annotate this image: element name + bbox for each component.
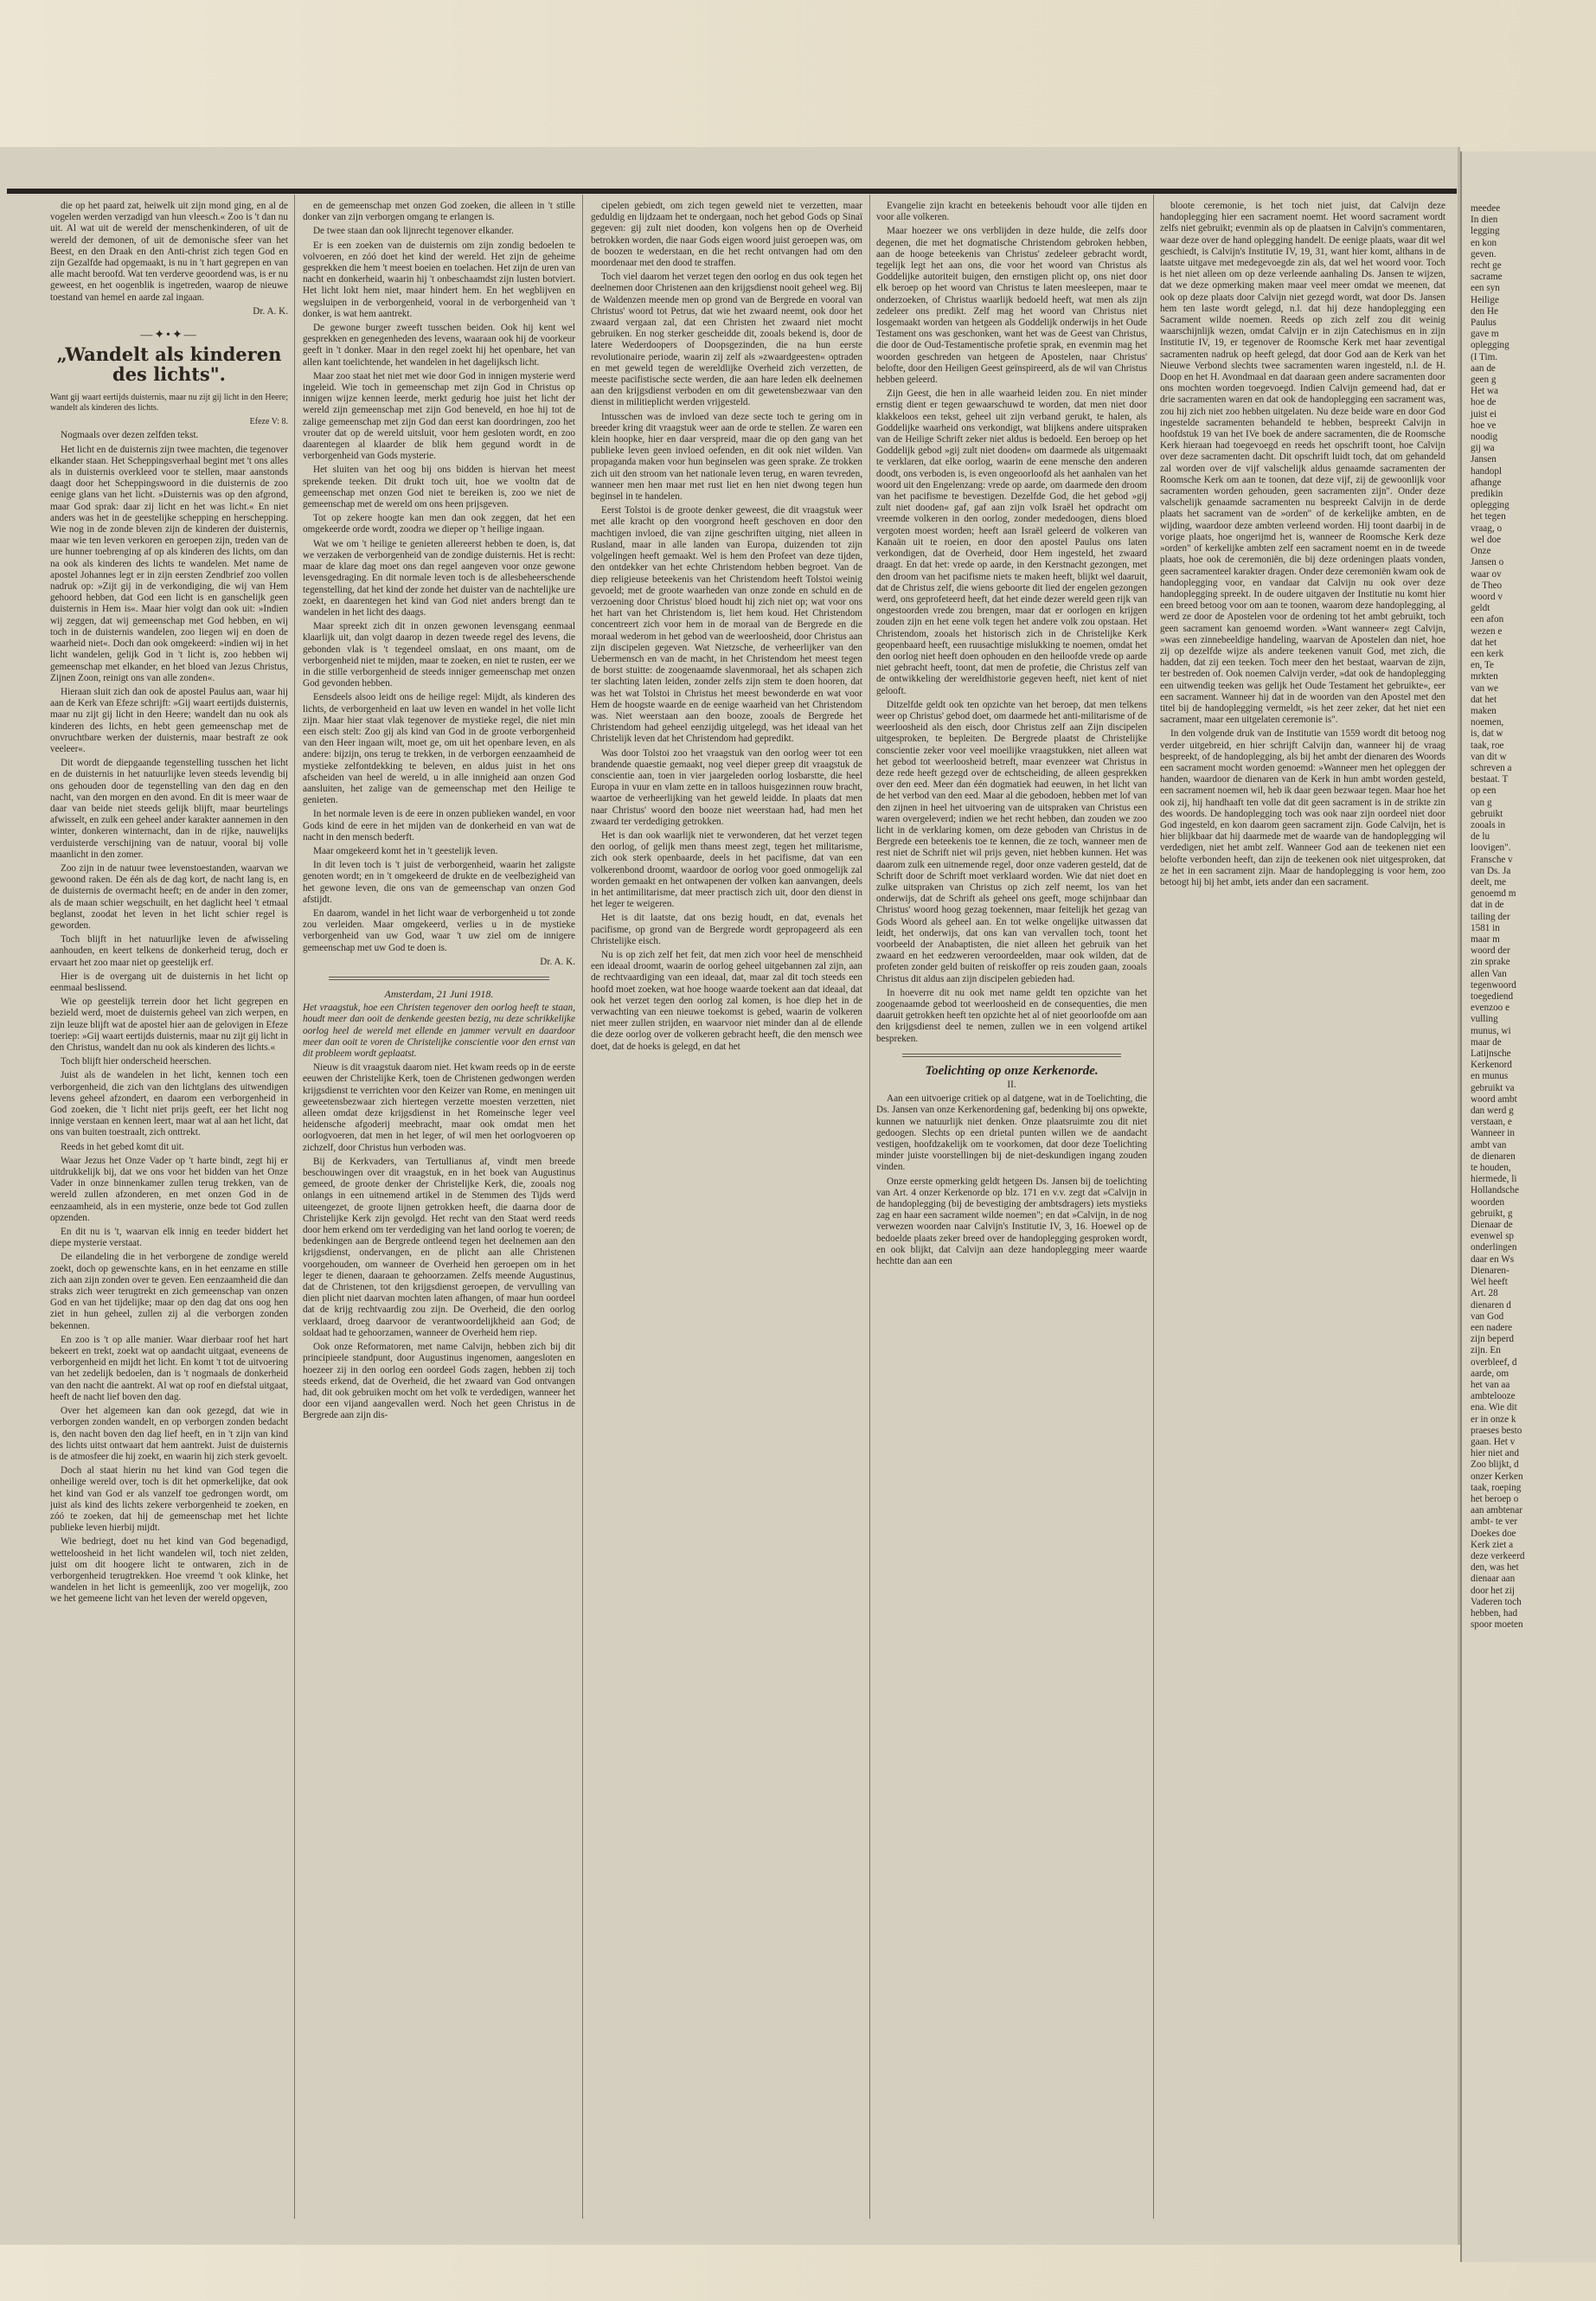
fragment-line: een nadere: [1471, 1322, 1513, 1333]
section-number: II.: [1007, 1080, 1016, 1091]
paragraph: Eerst Tolstoi is de groote denker geweest, die dit vraagstuk weer met alle kracht op den voorgrond heeft geschoven en door den machtigen invloed, die van zijne geschriften uitging, niet alleen in Rusland, maar in alle landen van Europa, duizenden tot zijn volgelingen heeft gemaakt. Wel is hem den Profeet van deze tijden, den ontdekker van het echte Christendom hebben begroet. Van de diep religieuse beteekenis van het Christendom heeft Tolstoi weinig gevoeld; met de groote waarheden van onze zonde en schuld en de verzoening door Christus' bloed houdt hij zich niet op; wat voor ons het hart van het Christendom is, liet hem koud. Het Christendom concentreert zich voor hem in de moraal van de Bergrede en die moraal wederom in het gebod van de weerloosheid, door Christus aan zijn discipelen gegeven. Wat Nietzsche, de verheerlijker van den Uebermensch en van de macht, in het Christendom het meest tegen de borst stuitte: de zoogenaamde slavenmoraal, het als schapen zich ter slachting laten leiden, zonder zelfs zijn stem te doen hooren, dat was het wat Tolstoi in Christus het meest bewonderde en wat voor Hem de hoogste waarde en de eenige waarheid van het Christendom was. Niet weerstaan aan den booze, zooals de Bergrede het Christendom had geheel eenzijdig uitgelegd, was het ideaal van het Christelijk leven dat het Christendom had gepredikt.: [591, 505, 862, 745]
paragraph: Onze eerste opmerking geldt hetgeen Ds. Jansen bij de toelichting van Art. 4 onzer Kerkenorde op blz. 171 en v.v. zegt dat »Calvijn in de handoplegging (bij de bevestiging der ambtsdragers) iets mystieks zag en haar een sacrament wilde noemen"; en dat »Calvijn, in de nog verwezen woorden naar Calvijn's Institutie IV, 3, 16. Hoewel op de bedoelde plaats zeker breed over de handoplegging gesproken wordt, en ook blijkt, dat Calvijn aan deze handoplegging meer waarde hechtte dan aan een: [876, 1176, 1147, 1267]
fragment-line: verstaan, e: [1471, 1117, 1512, 1128]
fragment-line: ambt- te ver: [1471, 1516, 1518, 1528]
fragment-line: Zoo blijkt, d: [1471, 1459, 1519, 1471]
fragment-line: zijn. En: [1471, 1345, 1501, 1356]
fragment-line: onderlingen: [1471, 1242, 1517, 1253]
fragment-line: oplegging: [1471, 340, 1509, 351]
fragment-line: van Ds. Ja: [1471, 865, 1511, 876]
fragment-line: taak, roe: [1471, 740, 1504, 751]
fragment-line: van dit w: [1471, 751, 1507, 762]
fragment-line: aarde, om: [1471, 1368, 1509, 1379]
fragment-line: maar de: [1471, 1036, 1502, 1048]
paragraph: Het sluiten van het oog bij ons bidden is hiervan het meest sprekende teeken. Dit drukt toch uit, hoe we vooltn dat de gemeenschap met onzen God niet te bereiken is, zoo we niet de gemeenschap met de wereld om ons heen prijsgeven.: [303, 465, 575, 510]
fragment-line: geldt: [1471, 603, 1490, 614]
fragment-line: en kon: [1471, 237, 1497, 248]
fragment-line: dienaar aan: [1471, 1574, 1516, 1585]
fragment-line: afhange: [1471, 477, 1502, 488]
paragraph: Toch blijft in het natuurlijke leven de afwisseling aanhouden, en keert telkens de donkerheid terug, doch er ervaart het zoo maar niet op geestelijk erf.: [50, 934, 288, 968]
fragment-line: dat het: [1471, 694, 1497, 705]
paragraph: bloote ceremonie, is het toch niet juist, dat Calvijn deze handoplegging hier een sacrament noemt. Het woord sacrament wordt zelfs niet gebruikt; evenmin als op de plaatsen in Calvijn's commentaren, waar deze over de hand oplegging handelt. De eenige plaats, waar dit wel geschiedt, is Calvijn's Institutie IV, 19, 31, want hier komt, althans in de laatste uitgave met medegevoegde zin als, dat wel het woord voor. Toch is het niet alleen om op deze verleende aanhaling Ds. Jansen te wijzen, dat we deze opmerking maken maar veel meer omdat we meenen, dat ook op deze plaats door Calvijn niet gezegd wordt, wat door Ds. Jansen hem ten laste wordt gelegd, n.l. dat hij deze handoplegging een Sacrament wilde noemen. Reeds op zich zelf zou dit weinig waarschijnlijk wezen, omdat Calvijn er in zijn Catechismus en in zijn Institutie IV, 19, er tegenover de Roomsche Kerk met haar zeventigal sacramenten nadruk op heeft gelegd, dat door God aan de Kerk van het Nieuwe Verbond slechts twee sacramenten waren ingesteld, n.l. de H. Doop en het H. Avondmaal en dat daaraan geen andere sacramenten door ons mochten worden toegevoegd. Indien Calvijn gemeend had, dat er drie sacramenten waren en dat ook de handoplegging een sacrament was, zou hij zich niet zoo hebben uitgelaten. Nu deze beide ware en door God ingestelde sacramenten behandeld te hebben, bespreekt Calvijn in hoofdstuk 19 van het IVe boek de andere sacramenten, die de Roomsche Kerk hieraan had toegevoegd en reeds het opschrift toont, hoe Calvijn over deze sacramenten dacht. Dit opschrift luidt toch, dat om gehandeld zal worden over de vijf valschelijk aldus genaamde sacramenten der Roomsche Kerk om aan te toonen, dat deze vijf, zij de gewoonlijk voor sacramenten worden gehouden, geen sacramenten zijn". Onder deze valschelijk genaamde sacramenten nu bespreekt Calvijn in de derde plaats het sacrament van de »orden" of de kerkelijke ambten, en de wijding, waardoor deze ambten verleend worden. Hij toont daarbij in de vorige plaats, hoe ongerijmd het is, wanneer de Roomsche Kerk deze »orden" of kerkelijke ambten zelf een sacrament noemt en in de tweede plaats, hoe ook de ceremoniën, die bij deze ordeningen plaats vonden, geen sacramenteel karakter dragen. Onder deze ceremoniën kwam ook de handoplegging voor, en vandaar dat Calvijn nu ook over deze handoplegging spreekt. In de oudere uitgaven der Institutie nu komt hier een breed betoog voor om aan te toonen, waarom deze handoplegging, al werd ze door de Apostelen voor de ordening tot het ambt gebruikt, toch geen sacrament kan genoemd worden. »Want wanneer« zegt Calvijn, »was een zinnebeeldige handeling, waarvan de Apostelen dan niet, hoe zij op dezelfde wijze als andere teekenen vanuit God, met zich, die hadden, dat zij een teeken. Toch meer den het bestaat, waarvan de zijn, ter bestreden of. Ook noemen Calvijn verder, »dat ook de handoplegging een uitwendig teeken was gelijk het Oude Testament het gebruikte«, eer een sacrament. Wanneer hij dat in de woorden van den Apostel met den titel bij de handoplegging vermeldt, »is het zeer zeker, dat het niet een sacrament, maar een uitgelaten ceremonie is".: [1160, 201, 1445, 726]
column-2: [303, 201, 575, 2225]
fragment-line: toegediend: [1471, 991, 1514, 1003]
fragment-line: de lu: [1471, 831, 1490, 843]
fragment-line: Onze: [1471, 546, 1491, 557]
paragraph: De twee staan dan ook lijnrecht tegenover elkander.: [313, 226, 514, 237]
fragment-line: In dien: [1471, 215, 1498, 226]
fragment-line: Wel heeft: [1471, 1277, 1508, 1288]
fragment-line: gaan. Het v: [1471, 1436, 1516, 1447]
fragment-line: en, Te: [1471, 660, 1494, 671]
fragment-line: maar m: [1471, 934, 1500, 945]
fragment-line: geen g: [1471, 375, 1497, 386]
fragment-line: door het zij: [1471, 1585, 1515, 1596]
fragment-line: spoor moeten: [1471, 1619, 1523, 1631]
author-signature: Dr. A. K.: [253, 305, 288, 317]
fragment-line: noodig: [1471, 432, 1498, 443]
paragraph: cipelen gebiedt, om zich tegen geweld niet te verzetten, maar geduldig en lijdzaam het te ondergaan, noch het gebod Gods op Sinaï gegeven: gij zult niet dooden, kon volgens hen op de Overheid betrokken worden, die naar Gods eigen woord juist geroepen was, om de boozen te wederstaan, en die het recht ontvangen had om den moordenaar met den dood te straffen.: [591, 201, 862, 269]
paragraph: Doch al staat hierin nu het kind van God tegen die onheilige wereld over, toch is dit het opmerkelijke, dat ook het kind van God er als vanzelf toe gedrongen wordt, om juist als kind des lichts zekere verborgenheid te zoeken, en zóó te zoeken, dat hij de gemeenschap met het lichte publieke leven hierbij mijdt.: [50, 1465, 288, 1534]
fragment-line: daar en Ws: [1471, 1253, 1515, 1265]
fragment-line: allen Van: [1471, 968, 1507, 979]
fragment-line: handopl: [1471, 465, 1503, 477]
ornament: —✦•✦—: [140, 329, 198, 343]
paragraph: Aan een uitvoerige critiek op al datgene, wat in de Toelichting, die Ds. Jansen van onze Kerkenordening gaf, bedenking bij ons opwekte, kunnen we natuurlijk niet denken. Onze plaatsruimte zou dit niet gedoogen. Slechts op een drietal punten willen we de aandacht vestigen, hoofdzakelijk om te voorkomen, dat door deze Toelichting minder juiste voorstellingen bij de niet-deskundigen ingang zouden vinden.: [876, 1093, 1147, 1173]
paragraph: Hieraan sluit zich dan ook de apostel Paulus aan, waar hij aan de Kerk van Efeze schrijft: »Gij waart eertijds duisternis, maar nu zijt gij licht in den Heere; wandelt dan nu ook als kinderen des lichts, en hebt geen gemeenschap met de onvruchtbare werken der duisternis, maar bestraft ze ook veeleer«.: [50, 686, 288, 754]
fragment-line: legging: [1471, 226, 1500, 237]
fragment-line: hier niet and: [1471, 1448, 1519, 1459]
article-divider: [329, 977, 549, 980]
fragment-line: hoe ve: [1471, 420, 1497, 431]
column-1: [50, 201, 288, 2225]
fragment-line: (I Tim.: [1471, 351, 1498, 362]
fragment-line: gave m: [1471, 329, 1499, 340]
fragment-line: het tegen: [1471, 511, 1506, 522]
fragment-line: schreven a: [1471, 762, 1512, 773]
paragraph: Maar spreekt zich dit in onzen gewonen levensgang eenmaal klaarlijk uit, dan volgt daarop in dezen tweede regel des levens, die gebonden vlak is 't tegendeel omslaat, en ons maant, om de verborgenheid niet te mijden, maar te zoeken, en niet te rusten, eer we in die stille verborgenheid de steeds inniger gemeenschap met onzen God gevonden hebben.: [303, 621, 575, 689]
dateline: Amsterdam, 21 Juni 1918.: [384, 988, 494, 1000]
paragraph: In hoeverre dit nu ook met name geldt ten opzichte van het zoogenaamde gebod tot weerloosheid en de consequenties, die men daaruit getrokken heeft ten opzichte het al of niet geoorloofde om aan den krijgsdienst deel te nemen, zullen we in een volgend artikel bespreken.: [876, 987, 1147, 1044]
paragraph: Hier is de overgang uit de duisternis in het licht op eenmaal beslissend.: [50, 971, 288, 993]
paragraph: Evangelie zijn kracht en beteekenis behoudt voor alle tijden en voor alle volkeren.: [876, 201, 1147, 223]
paragraph: Intusschen was de invloed van deze secte toch te gering om in breeder kring dit vraagstuk weer aan de orde te stellen. Ze waren een klein hoopke, hier en daar verspreid, maar die op den gang van het publieke leven geen invloed oefenden, en dit ook niet wilden. Van propaganda maken voor hun beginselen was geen sprake. Ze trokken zich uit den stroom van het nationale leven terug, en waren tevreden, wanneer men hen maar met rust liet en hen niet dwong tegen hun beginsel in te handelen.: [591, 411, 862, 503]
paragraph: De gewone burger zweeft tusschen beiden. Ook hij kent wel gesprekken en genegenheden des levens, waaraan ook hij de voorkeur geeft in 't donker. Maar in den regel zoekt hij het openbare, het van allen kant toelichtende, het wandelen in het dagelijksch licht.: [303, 323, 575, 368]
article-title: „Wandelt als kinderen des lichts".: [56, 343, 282, 386]
paragraph: Wie bedriegt, doet nu het kind van God begenadigd, wetteloosheid in het licht wandelen wil, toch niet zelden, juist om dit hoogere licht te ontwaren, zich in de verborgenheid terugtrekken. Hoe vreemd 't ook klinke, het wandelen in het licht is gemeenlijk, zoo ver mogelijk, zoo we het gemeene licht van het leven der wereld opgeven,: [50, 1536, 288, 1605]
fragment-line: taak, roeping: [1471, 1482, 1522, 1493]
paragraph: Dit wordt de diepgaande tegenstelling tusschen het licht en de duisternis in het natuurlijke leven steeds levendig bij ons gehouden door de tegenstelling van den dag en den nacht, van den morgen en den avond. En dit is meer waar de daar van beide niet steeds gelijk blijft, maar beurtelings afwisselt, en zulk een geheel ander karakter aannemen in den winter, donkeren winternacht, dan in de rijke, nauwelijks verduisterde verschijning van de natuur, vooral bij volle maanlicht in den zomer.: [50, 758, 288, 860]
fragment-line: wezen e: [1471, 625, 1503, 637]
fragment-line: dat het: [1471, 637, 1497, 648]
fragment-line: Wanneer in: [1471, 1128, 1515, 1139]
fragment-line: is, dat w: [1471, 728, 1503, 740]
fragment-line: hebben, had: [1471, 1607, 1518, 1618]
fragment-line: 1581 in: [1471, 922, 1500, 933]
paragraph: Het is dit laatste, dat ons bezig houdt, en dat, evenals het pacifisme, op grond van de Bergrede wordt gepropageerd als een Christelijke eisch.: [591, 913, 862, 946]
paragraph: Bij de Kerkvaders, van Tertullianus af, vindt men breede beschouwingen over dit vraagstuk, en in het boek van Augustinus gemeed, de groote denker der Christelijke Kerk, die, zooals nog onlangs in een uitnemend artikel in de Stemmen des Tijds werd uiteengezet, de groote lijnen getrokken heeft, die daarna door de Christelijke Kerk zijn gevolgd. Het recht van den Staat werd reeds door hem erkend om ter verdediging van het land oorlog te voeren; de bedenkingen aan de Bergrede ontleend tegen het deelnemen aan den krijgsdienst, ondervangen, en de plicht aan alle Christenen voorgehouden, om wanneer de Overheid hen geroepen om in het leger te dienen, daaraan te gehoorzamen. Zelfs meende Augustinus, dat de Christenen, tot den krijgsdienst geroepen, de vervulling van dien plicht niet daarvan mochten laten afhangen, of maar hun oordeel dat de krijg rechtvaardig zou zijn. De Overheid, die den oorlog verklaard, droeg daarvoor de verantwoordelijkheid aan God; de soldaat had te gehoorzamen, wanneer de Overheid hem riep.: [303, 1156, 575, 1338]
fragment-line: onzer Kerken: [1471, 1471, 1523, 1482]
fragment-line: tailing der: [1471, 911, 1510, 922]
fragment-line: Jansen: [1471, 454, 1497, 465]
article-divider: [902, 1054, 1121, 1057]
fragment-line: zooals in: [1471, 819, 1506, 830]
paragraph: In het normale leven is de eere in onzen publieken wandel, en voor Gods kind de eere in het mijden van de donkerheid en van wat de nacht in den mensch bederft.: [303, 809, 575, 843]
paragraph: Maar hoezeer we ons verblijden in deze hulde, die zelfs door degenen, die met het dogmatische Christendom gebroken hebben, aan de hooge beteekenis van Christus' zedeleer gebracht wordt, tegelijk legt het aan ons, die voor het woord van Christus als Goddelijke autoriteit buigen, den ernstigen plicht op, ons niet door elk beroep op het woord van Christus te laten meesleepen, maar te onderzoeken, of Christus waarlijk bedoeld heeft, wat men als zijn zedeleer ons predikt. Zelf mag het woord van Christus niet losgemaakt worden van hetgeen als Goddelijk onderwijs in het Oude Testament ons was geschonken, want het was de Geest van Christus, die door de Oud-Testamentische profetie sprak, en evenmin mag het woorden geschreden van hetgeen de Apostelen, naar Christus' belofte, door den Heiligen Geest geïnspireerd, als de wil van Christus hebben geleerd.: [876, 226, 1147, 386]
fragment-line: munus, wi: [1471, 1025, 1511, 1036]
paragraph: Was door Tolstoi zoo het vraagstuk van den oorlog weer tot een brandende quaestie gemaakt, nog veel dieper greep dit vraagstuk de conscientie aan, toen in vier jaargeleden oorlog losbarstte, die heel Europa in vuur en vlam zette en in talloos huisgezinnen rouw bracht, waartoe de verheerlijking van het geweld leidde. In plaats dat men naar Christus' woord den booze niet weerstaan had, had men het zwaard ter verdediging getrokken.: [591, 747, 862, 827]
fragment-line: deelt, me: [1471, 876, 1507, 888]
fragment-line: bestaat. T: [1471, 774, 1509, 785]
fragment-line: wel doe: [1471, 534, 1502, 545]
fragment-line: waar ov: [1471, 568, 1502, 580]
fragment-line: van g: [1471, 797, 1492, 808]
column-3: [591, 201, 862, 2225]
fragment-line: Doekes doe: [1471, 1528, 1516, 1539]
paragraph: In den volgende druk van de Institutie van 1559 wordt dit betoog nog verder uitgebreid, en hier schrijft Calvijn dan, wanneer hij de vraag bespreekt, of de handoplegging, als bij het ambt der dienaren des Woords een sacrament mocht worden genoemd: »Wanneer men het opleggen der handen, waardoor de dienaren van de Kerk in hun ambt worden gesteld, een sacrament noemen wil, heb ik daar geen bezwaar tegen. Maar hoe het ook zij, hij handhaaft ten volle dat dit geen sacrament is in de strikte zin des woords. De handoplegging toch was ook naar zijn oordeel niet door God ingesteld, en kon daarom geen sacrament zijn. Gode Calvijn, het is hier blijkbaar dat hij daarmede met de waarde van de handoplegging wil verdedigen, niet het ambt zelf. Wanneer God aan de teekenen niet een belofte verbonden heeft, dan zijn de teekenen ook niet uitgesproken, dat ze het in een sacrament zijn. Maar de handoplegging is voor hem, zoo betoogt hij bij het ambt, iets ander dan een sacrament.: [1160, 728, 1445, 888]
fragment-line: Dienaar de: [1471, 1220, 1513, 1231]
fragment-line: ena. Wie dit: [1471, 1402, 1517, 1413]
fragment-line: evenzoo e: [1471, 1003, 1510, 1014]
fragment-line: aan de: [1471, 362, 1496, 374]
fragment-line: op een: [1471, 785, 1497, 797]
fragment-line: woord v: [1471, 591, 1503, 602]
paragraph: Tot op zekere hoogte kan men dan ook zeggen, dat het een omgekeerde orde wordt, zoodra we dieper op 't heilige ingaan.: [303, 513, 575, 535]
fragment-line: gebruikt: [1471, 808, 1503, 819]
paragraph: Waar Jezus het Onze Vader op 't harte bindt, zegt hij er uitdrukkelijk bij, dat we ons voor het bidden van het Onze Vader in onze binnenkamer zullen terug trekken, van de wereld zullen afzonderen, en met onzen God in de eenzaamheid, als in een mysterie, onze bede tot God zullen opzenden.: [50, 1155, 288, 1223]
column-5: [1160, 201, 1445, 2225]
fragment-line: aan ambtenar: [1471, 1505, 1522, 1516]
fragment-line: genoemd m: [1471, 888, 1516, 900]
fragment-line: ambtelooze: [1471, 1391, 1516, 1402]
column-separator: [294, 195, 295, 2219]
fragment-line: juist ei: [1471, 408, 1497, 420]
fragment-line: te houden,: [1471, 1163, 1511, 1174]
paragraph: Er is een zoeken van de duisternis om zijn zondig bedoelen te volvoeren, en zóó doet het kind der wereld. Het zijn de geheime gesprekken die hem 't meest boeien en toelachen. Het zijn de uren van nacht en donkerheid, waarin hij 't onbeschaamdst zijn lusten botviert. Het licht lokt hem niet, maar hindert hem. En het wegblijven en wegsluipen in de verborgenheid, vooral in de verborgenheid van 't donker, is wat hem aantrekt.: [303, 240, 575, 319]
fragment-line: dat in de: [1471, 900, 1504, 911]
fragment-line: maken: [1471, 705, 1497, 716]
fragment-line: overbleef, d: [1471, 1356, 1517, 1368]
fragment-line: zijn beperd: [1471, 1334, 1515, 1345]
fragment-line: Latijnsche: [1471, 1048, 1511, 1060]
fragment-line: predikin: [1471, 489, 1503, 500]
fragment-line: een kerk: [1471, 648, 1504, 659]
fragment-line: de dienaren: [1471, 1150, 1516, 1162]
fragment-line: noemen,: [1471, 717, 1504, 728]
fragment-line: Jansen o: [1471, 557, 1504, 568]
paragraph: Nogmaals over dezen zelfden tekst.: [61, 430, 199, 441]
fragment-line: ambt van: [1471, 1139, 1507, 1150]
fragment-line: zin sprake: [1471, 957, 1510, 968]
paragraph: die op het paard zat, heiwelk uit zijn mond ging, en al de vogelen werden verzadigd van hun vleesch.« Zoo is 't dan nu uit. Al wat uit de wereld der menschenkinderen, of uit de wereld der demonen, of uit de demonische sfeer van het Beest, en den Draak en den Anti-christ zich tegen God en zijn Gezalfde had opgemaakt, is nu in 't hart gegrepen en van alle macht beroofd. Wat ten verderve geoordend was, is er nu geweest, en het oogenblik is ingetreden, waarop de nieuwe toestand van hemel en aarde zal ingaan.: [50, 201, 288, 303]
top-rule: [7, 189, 1457, 194]
paragraph: En daarom, wandel in het licht waar de verborgenheid u tot zonde zou verleiden. Maar omgekeerd, verlies u in de mystieke verborgenheid van uw God, waar 't uw ziel om de innigere gemeenschap met uw God te doen is.: [303, 907, 575, 953]
paragraph: De eilandeling die in het verborgene de zondige wereld zoekt, doch op gewenschte kans, en in het eenzame en stille zich aan zijn zonden over te geven. Een eenzaamheid die dan straks zich weer terugtrekt en zich gemeenschap van onzen God en van het tijdelijke; maar op den dag dat ons oog hen ziet in hun geheel, zullen zij al die verborgen zonden bekennen.: [50, 1252, 288, 1331]
fragment-line: den, was het: [1471, 1562, 1519, 1574]
fragment-line: gebruikt, g: [1471, 1208, 1513, 1219]
column-separator: [1153, 195, 1154, 2219]
paragraph: En dit nu is 't, waarvan elk innig en teeder biddert het diepe mysterie verstaat.: [50, 1227, 288, 1249]
fragment-line: mrkten: [1471, 671, 1498, 683]
paragraph: Toch viel daarom het verzet tegen den oorlog en dus ook tegen het deelnemen door Christenen aan den krijgsdienst nooit geheel weg. Bij de Waldenzen meende men op grond van de Bergrede en vooral van Christus' woord tot Petrus, dat wie het zwaard neemt, ook door het zwaard vergaan zal, dat een Christen het zwaard niet mocht gebruiken. En nog sterker gescheidde dit, zooals bekend is, door de latere Wederdoopers of Doopsgezinden, die na hun eerste revolutionaire periode, waarin zij zelf als »zwaardgeesten« optraden en met geweld tegen de wereldlijke Overheid zich verzetten, de meeste pacifistische secte werden, die aan hare leden elk deelnemen aan den krijgsdienst verboden en om dit gewetensbezwaar van den dienst in militieplicht werden vrijgesteld.: [591, 272, 862, 408]
fragment-line: evenwel sp: [1471, 1231, 1515, 1242]
paragraph: Wat we om 't heilige te genieten allereerst hebben te doen, is, dat we verzaken de verborgenheid van de zondige duisternis. Het is recht: maar de klare dag moet ons dan regel aangeven voor onze gewone levensgedraging. En dit normale leven toch is de allesbeheerschende tegenstelling, dat het kind der zonde het duister van de nachtelijke ure zoekt, en daarentegen het kind van God niet anders brengt dan te wandelen in het licht des daags.: [303, 538, 575, 618]
fragment-line: van God: [1471, 1311, 1504, 1322]
paragraph: Nu is op zich zelf het feit, dat men zich voor heel de menschheid een ideaal droomt, waarin de oorlog geheel uitgebannen zal zijn, aan de rechtvaardiging van een ideaal, dat, maar zal dit toch steeds een hoofd moet zoeken, wat hoe hooge waarde toekent aan dat ideaal, dat ook het verzet tegen den oorlog zal komen, is hoe diep het in de verwachting van een nieuwe toekomst is gebed, waarin de volkeren niet meer zullen strijden, en waarvoor niet minder dan al de ellende die deze oorlog over de volkeren gebracht heeft, die den mensch wee doet, dat de hoeks is gelegd, en dat het: [591, 950, 862, 1052]
fragment-line: gebruikt va: [1471, 1082, 1515, 1093]
fragment-line: vraag, o: [1471, 522, 1503, 534]
fragment-line: er in onze k: [1471, 1413, 1516, 1425]
fragment-line: loovigen".: [1471, 843, 1511, 854]
verse-reference: Efeze V: 8.: [249, 417, 288, 427]
fragment-line: woord der: [1471, 945, 1510, 957]
paragraph: en de gemeenschap met onzen God zoeken, die alleen in 't stille donker van zijn verborgen omgang te erlangen is.: [303, 201, 575, 223]
fragment-line: een syn: [1471, 283, 1500, 294]
paragraph: En zoo is 't op alle manier. Waar dierbaar roof het hart bekeert en trekt, zoekt wat op aandacht uitgaat, eveneens de verborgenheid en mijdt het licht. En komt 't tot de uitvoering van het zedelijk bedoelen, dan is 't nogmaals de donkerheid van den nacht die aantrekt. Al wat op roof en diefstal uitgaat, heeft de nacht lief boven den dag.: [50, 1334, 288, 1402]
next-page-fragments: [1471, 203, 1587, 1631]
fragment-line: oplegging: [1471, 500, 1509, 511]
fragment-line: tegenwoord: [1471, 979, 1516, 990]
fragment-line: Het wa: [1471, 386, 1498, 397]
fragment-line: een afon: [1471, 614, 1504, 625]
fragment-line: de Theo: [1471, 580, 1503, 591]
fragment-line: Fransche v: [1471, 854, 1513, 865]
fragment-line: het beroep o: [1471, 1493, 1519, 1504]
author-signature: Dr. A. K.: [540, 956, 575, 967]
paragraph: Wie op geestelijk terrein door het licht gegrepen en bezield werd, moet de duisternis geheel van zich werpen, en zijn leuze blijft wat de apostel hier aan de gelovigen in Efeze toeriep: »Gij waart eertijds duisternis, maar nu zijt gij licht in den Christus, wandelt dan nu ook als kinderen des lichts.«: [50, 997, 288, 1053]
paragraph: Nieuw is dit vraagstuk daarom niet. Het kwam reeds op in de eerste eeuwen der Christelijke Kerk, toen de Christenen gedwongen werden krijgsdienst te verrichten voor den Keizer van Rome, en meningen uit geweetensbezwaar zich hiertegen verzette moesten verzetten, niet alleen omdat deze krijgsdienst in het Romeinsche leger veel heidensche afgoderij meebracht, maar ook omdat men het oorlogvoeren, dat men in het leger, of wil men het oorlogvoeren op zichzelf, door Christus hun verboden was.: [303, 1062, 575, 1153]
fragment-line: praeses besto: [1471, 1425, 1522, 1436]
fragment-line: sacrame: [1471, 272, 1503, 283]
fragment-line: en munus: [1471, 1071, 1509, 1082]
paragraph: Zoo zijn in de natuur twee levenstoestanden, waarvan we gewoond raken. De één als de dag kort, de nacht lang is, en de duisternis de overmacht heeft; en de ander in den zomer, als de maan schier wegschuilt, en het daglicht heel 't etmaal beglanst, zoodat het leven in het licht schier regel is geworden.: [50, 862, 288, 931]
paragraph: Het is dan ook waarlijk niet te verwonderen, dat het verzet tegen den oorlog, of gelijk men thans meest zegt, tegen het militarisme, zich ook sterk openbaarde, deels in het pacifisme, dat van een volkerenbond droomt, waardoor de oorlog voor goed onmogelijk zal worden gemaakt en het ontwapenen der volken kan aanvangen, deels in het antimilitarisme, dat meer practisch zich uit, door den dienst in het leger te weigeren.: [591, 830, 862, 910]
paragraph: Het licht en de duisternis zijn twee machten, die tegenover elkander staan. Het Scheppingsverhaal begint met 't ons alles als in duisternis overkleed voor te stellen, maar aanstonds daagt door het Scheppingswoord in die duisternis de zoo eenige glans van het licht. »Duisternis was op den afgrond, maar God sprak: daar zij licht en het was licht.« En niet anders was het in de geestelijke schepping en herschepping. Wie nog in de zonde bleven zijn de kinderen der duisternis, maar wie ten leven verkoren en geroepen zijn, treden van de ure hunner toebrenging af op als kinderen des lichts, om dan na ook als kinderen des lichts te wandelen. Met name de apostel Johannes legt er in zijn eersten Zendbrief zoo vollen nadruk op: »Zijt gij in de verkondiging, die wij van Hem gehoord hebben, dat God een licht is en ganschelijk geen duisternis in Hem is«. Maar hier volgt dan ook uit: »Indien wij zeggen, dat wij gemeenschap met God hebben, en wij toch in de duisternis wandelen, zoo liegen wij en doen de waarheid niet«. Doch dan ook omgekeerd: »indien wij in het licht wandelen, gelijk God in 't licht is, zoo hebben wij gemeenschap met elkander, en het bloed van Jezus Christus, Zijnen Zoon, reinigt ons van alle zonden«.: [50, 444, 288, 683]
paragraph: Over het algemeen kan dan ook gezegd, dat wie in verborgen zonden wandelt, en op verborgen zonden bedacht is, den nacht boven den dag lief heeft, en in 't zijn van kind des lichts uitst ontwaart dat hem aantrekt. Juist de duisternis is de atmosfeer die hij zoekt, en waarin hij zich sterk gevoelt.: [50, 1406, 288, 1462]
fragment-line: Vaderen toch: [1471, 1596, 1522, 1607]
fragment-line: woorden: [1471, 1196, 1505, 1208]
paragraph: Maar zoo staat het niet met wie door God in innigen mysterie werd ingeleid. Wie toch in gemeenschap met zijn God in Christus op innigen wijze kennen leerde, merkt gedurig hoe juist het licht der wereld zijn gemeenschap met zijn God beneveld, en hoe hij tot de zalige gemeenschap met zijn God dan eerst kan doordringen, zoo het vrouter dat op de wereld uitsluit, voor hem gesloten wordt, en zoo daarentegen al klaarder de blik hem gegund wordt in de verborgenheid van Gods mysterie.: [303, 370, 575, 462]
paragraph: Reeds in het gebed komt dit uit.: [61, 1141, 184, 1152]
fragment-line: geven.: [1471, 248, 1497, 260]
lead-paragraph: Het vraagstuk, hoe een Christen tegenover den oorlog heeft te staan, houdt meer dan ooit de denkende geesten bezig, nu deze schrikkelijke oorlog heel de wereld met ellende en jammer vervult en daardoor meer dan ooit te voren de Christelijke conscientie voor den ernst van dit probleem wordt geplaatst.: [303, 1003, 575, 1060]
column-separator: [869, 195, 870, 2219]
bible-verse: Want gij waart eertijds duisternis, maar nu zijt gij licht in den Heere; wandelt als kinderen des lichts.: [50, 393, 288, 413]
fragment-line: recht ge: [1471, 260, 1502, 272]
fragment-line: Heilige: [1471, 294, 1499, 305]
paragraph: Maar omgekeerd komt het in 't geestelijk leven.: [313, 845, 498, 856]
fragment-line: Dienaren-: [1471, 1265, 1509, 1276]
paragraph: Eensdeels alsoo leidt ons de heilige regel: Mijdt, als kinderen des lichts, de verborgenheid en laat uw leven en wandel in het volle licht zijn. Maar hier staat vlak tegenover de mystieke regel, die niet min een eisch stelt: Zoo gij als kind van God in de groote verborgenheid van den Heer ingaan wilt, moet ge, om uit het openbare leven, en als andere: bijzijn, ons terug te trekken, in de verborgen eenzaamheid de mystieke zelfontdekking te beleven, en aldus juist in het ons afscheiden van heel de wereld, u in alle innigheid aan onzen God aansluiten, het zalige van de gemeenschap met den Heilige te genieten.: [303, 692, 575, 806]
fragment-line: vulling: [1471, 1014, 1498, 1025]
fragment-line: hoe de: [1471, 397, 1497, 408]
fragment-line: meedee: [1471, 203, 1501, 214]
fragment-line: woord ambt: [1471, 1093, 1517, 1105]
fragment-line: het van aa: [1471, 1379, 1510, 1390]
fragment-line: gij wa: [1471, 443, 1495, 454]
fragment-line: van we: [1471, 683, 1498, 694]
fragment-line: Paulus: [1471, 317, 1497, 329]
section-heading: Toelichting op onze Kerkenorde.: [925, 1063, 1099, 1078]
paragraph: Ditzelfde geldt ook ten opzichte van het beroep, dat men telkens weer op Christus' gebod doet, om daarmede het anti-militarisme of de weerloosheid als den eisch, door Christus zelf aan Zijn discipelen uitgesproken, te bepleiten. De Bergrede plaatst de Christelijke conscientie zeker voor veel moeilijke vraagstukken, niet alleen wat het gebod tot weerloosheid betreft, maar evenzeer wat Christus in deze rede heeft gezegd over de echtscheiding, de alleen gesprekken over den eed. Meer dan één dogmatiek had eeuwen, in het licht van de het verbod van den eed. Maar al die gebodoen, hebben met lof van den zijnen in heel het uitvoering van de uitspraken van Christus een waren overgeleverd; indien we het recht hebben, dan zouden we zoo licht in de verklaring komen, om deze geboden van Christus in de Bergrede een beteekenis toe te kennen, die ze toch, wanneer men de rest niet de Schrift niet wil prijs geven, niet hebben kunnen. Het was daarom zulk een uitnemende regel, door onze vaderen gesteld, dat de Schrift door de Schrift moet verklaard worden. Wie dat niet doet en zulke uitspraken van Christus op zich zelf neemt, los van het onderwijs, dat de Schrift als geheel ons geeft, moge schijnbaar dan Christus' woord hoog gezag toekennen, maar feitelijk het gezag van Gods Woord als geheel aan. En tot welke ongelijke uitwassen dat leidt, het onderwijs, dat ons kan van vervallen toch, toont het voorbeeld der Anabaptisten, die niet alleen het gebruik van het zwaard en het eedzweren veroordeelden, maar ook wilden, dat de profeten zonder geld buiten of reiskoffer op reis zouden gaan, zooals Christus dit aldus aan zijn discipelen gebieden had.: [876, 699, 1147, 984]
paragraph: Ook onze Reformatoren, met name Calvijn, hebben zich bij dit principieele standpunt, door Augustinus ingenomen, aangesloten en hoezeer zij in den oorlog een oordeel Gods zagen, hebben zij toch steeds erkend, dat de Overheid, die het zwaard van God ontvangen had, dit ook gebruiken mocht om het volk te verdedigen, wanneer het door een vijand aangevallen werd. Noch het geen Christus in de Bergrede aan zijn dis-: [303, 1342, 575, 1421]
fragment-line: Hollandsche: [1471, 1185, 1519, 1196]
fragment-line: Kerkenord: [1471, 1060, 1512, 1071]
paragraph: In dit leven toch is 't juist de verborgenheid, waarin het zaligste genoten wordt; en in 't omgekeerd de drukte en de veelbezigheid van het gewone leven, die ons van de gemeenschap van onzen God afstijdt.: [303, 860, 575, 905]
paragraph: Juist als de wandelen in het licht, kennen toch een verborgenheid, die zich van den lichtglans des uitwendigen levens geheel afzondert, en daarom een verborgenheid in God zoeken, die 't licht niet prijs geeft, eer het licht nog innige verstaan en kennen leert, maar wat al aan het licht, dat ons van buiten toestraalt, zich onttrekt.: [50, 1070, 288, 1138]
fragment-line: den He: [1471, 305, 1498, 317]
fragment-line: deze verkeerd: [1471, 1550, 1525, 1561]
fragment-line: hiermede, li: [1471, 1174, 1517, 1185]
paragraph: Toch blijft hier onderscheid heerschen.: [61, 1056, 212, 1067]
fragment-line: dienaren d: [1471, 1299, 1511, 1311]
column-4: [876, 201, 1147, 2225]
column-separator: [582, 195, 583, 2219]
fragment-line: Art. 28: [1471, 1288, 1498, 1299]
paragraph: Zijn Geest, die hen in alle waarheid leiden zou. En niet minder ernstig dient er tegen gewaarschuwd te worden, dat men niet door klakkeloos een tekst, geheel uit zijn verband gerukt, te halen, als Goddelijke waarheid ons verkondigt, wat blijkens andere uitspraken van de Heilige Schrift zeker niet aldus is bedoeld. Een beroep op het Goddelijk gebod »gij zult niet dooden« om daarmede als uitgemaakt te verklaren, dat elke oorlog, waarin de eene mensche den anderen doodt, ons verboden is, is even ongeoorloofd als het aanhalen van het woord uit den Engelenzang: vrede op aarde, om daarmede den droom van het pacifisme te bevestigen. Dezelfde God, die het gebod »gij zult niet dooden« gaf, gaf aan zijn volk Israël het opdracht om vreemde volkeren in den oorlog, zonder mededoogen, diens bloed vergoten moest worden; heeft aan Israël geleerd de volkeren van Kanaän uit te roeien, en door den apostel Paulus ons laten verkondigen, dat de Overheid, door Hem ingesteld, het zwaard draagt. En dat het: vrede op aarde, in den Kerstnacht gezongen, met den droom van het pacifisme niets te maken heeft, blijkt wel daaruit, dat de Christus zelf, die wiens geboorte dit lied der engelen gezongen werd, ons geprofeteerd heeft, dat het einde dezer wereld geen rijk van ongestoorden vrede zou brengen, maar dat er oorlogen en krijgen zouden zijn en het eene volk tegen het andere volk zou opstaan. Het Christendom, zooals het historisch zich in de Christelijke Kerk geopenbaard heeft, een ruusachtige mislukking te noemen, omdat het den oorlog niet heeft doen ophouden en den heiloofde vrede op aarde niet gebracht heeft, toont, dat men de profetie, die Christus zelf van de ontwikkeling der wereldhistorie gegeven heeft, niet kent of niet gelooft.: [876, 388, 1147, 696]
fragment-line: dan werd g: [1471, 1106, 1514, 1117]
fragment-line: Kerk ziet a: [1471, 1539, 1514, 1550]
